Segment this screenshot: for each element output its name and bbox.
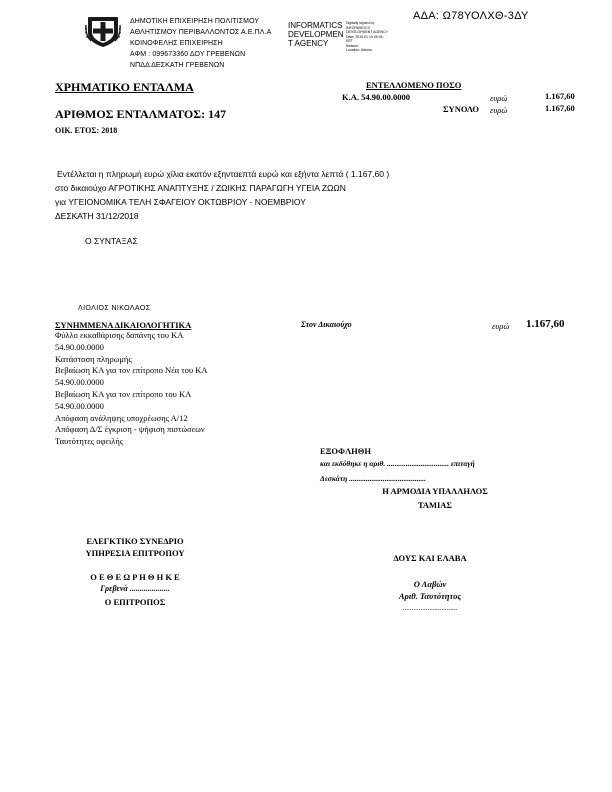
attachments-list — [55, 330, 208, 448]
page-title: ΧΡΗΜΑΤΙΚΟ ΕΝΤΑΛΜΑ — [55, 80, 194, 94]
org-line: ΔΗΜΟΤΙΚΗ ΕΠΙΧΕΙΡΗΣΗ ΠΟΛΙΤΙΣΜΟΥ — [130, 18, 260, 25]
total-value: 1.167,60 — [545, 103, 575, 113]
audit-line: Γρεβενά .................... — [100, 584, 170, 593]
sig-line: DEVELOPMENT AGENCY — [346, 30, 388, 34]
sig-line: INFORMATICS — [346, 25, 370, 30]
amount-value: 1.167,60 — [545, 91, 575, 101]
composer-name: ΛΙΟΛΙΟΣ ΝΙΚΟΛΑΟΣ — [78, 305, 151, 312]
amount-currency: ευρώ — [490, 93, 508, 103]
sig-line: Digitally signed by — [346, 21, 375, 25]
payee-currency: ευρώ — [492, 321, 510, 331]
agency-line: DEVELOPMEN — [288, 30, 344, 39]
paid-cheque-line: και εκδόθηκε η αριθ. ................................. επιταγή — [320, 459, 475, 468]
list-item: Φύλλο εκκαθάρισης δαπάνης του ΚΑ — [55, 330, 184, 340]
mandate-number: ΑΡΙΘΜΟΣ ΕΝΤΑΛΜΑΤΟΣ: 147 — [55, 107, 227, 121]
sig-line: Date: 2019.01.10 09:34: — [346, 34, 384, 39]
total-label: ΣΥΝΟΛΟ — [443, 104, 480, 114]
org-line: ΚΟΙΝΟΦΕΛΗΣ ΕΠΙΧΕΙΡΗΣΗ — [130, 40, 223, 47]
payee-label: Στον Δικαιούχο — [301, 320, 352, 329]
paid-date-line: Δεσκάτη ......................................... — [320, 474, 426, 483]
body-text — [55, 167, 389, 223]
amount-heading: ΕΝΤΕΛΛΟΜΕΝΟ ΠΟΣΟ — [366, 80, 462, 90]
list-item: 54.90.00.0000 — [55, 341, 104, 352]
body-line: ΔΕΣΚΑΤΗ 31/12/2018 — [55, 211, 139, 221]
payee-amount: 1.167,60 — [526, 318, 565, 330]
sig-line: Reason: — [346, 43, 360, 48]
sig-line: EET — [346, 39, 353, 43]
list-item: Βεβαίωση ΚΑ για τον επίτροπο του ΚΑ — [55, 388, 192, 399]
org-header — [130, 16, 271, 71]
received-line: Αριθ. Ταυτότητος — [398, 591, 462, 601]
org-line: ΑΘΛΗΤΙΣΜΟΥ ΠΕΡΙΒΑΛΛΟΝΤΟΣ Α.Ε.ΠΛ.Α — [130, 29, 272, 36]
list-item: Βεβαίωση ΚΑ για τον επίτροπο Νέα του ΚΑ — [55, 365, 208, 376]
fiscal-year: ΟΙΚ. ΕΤΟΣ: 2018 — [55, 126, 118, 135]
body-line: για ΥΓΕΙΟΝΟΜΙΚΑ ΤΕΛΗ ΣΦΑΓΕΙΟΥ ΟΚΤΩΒΡΙΟΥ - ΝΟΕΜΒΡΙΟΥ — [55, 197, 306, 207]
audit-line: Ο Ε Θ Ε Ω Ρ Η Θ Η Κ Ε — [90, 572, 180, 582]
audit-block — [50, 536, 220, 607]
attachments-heading: ΣΥΝΗΜΜΕΝΑ ΔΙΚΑΙΟΛΟΓΗΤΙΚΑ — [55, 320, 192, 330]
list-item: Απόφαση Δ/Σ έγκριση - ψήφιση πιστώσεων — [55, 424, 205, 435]
received-line: ............................... — [402, 604, 458, 612]
org-line: ΑΦΜ : 099673360 ΔΟΥ ΓΡΕΒΕΝΩΝ — [130, 51, 246, 58]
list-item: Ταυτότητες οφειλής — [55, 436, 124, 447]
audit-line: ΥΠΗΡΕΣΙΑ ΕΠΙΤΡΟΠΟΥ — [85, 548, 185, 558]
received-block — [365, 553, 495, 612]
list-item: 54.90.00.0000 — [55, 400, 104, 411]
clerk-role: Η ΑΡΜΟΔΙΑ ΥΠΑΛΛΗΛΟΣ — [382, 486, 488, 496]
audit-line: ΕΛΕΓΚΤΙΚΟ ΣΥΝΕΔΡΙΟ — [86, 536, 184, 546]
agency-line: T AGENCY — [288, 39, 329, 48]
signature-agency — [288, 21, 344, 48]
audit-line: Ο ΕΠΙΤΡΟΠΟΣ — [104, 597, 166, 607]
org-line: ΝΠΔΔ ΔΕΣΚΑΤΗ ΓΡΕΒΕΝΩΝ — [130, 62, 225, 69]
received-line: Ο Λαβών — [413, 579, 447, 589]
body-line: Εντέλλεται η πληρωμή ευρώ χίλια εκατόν εξηνταεπτά ευρώ και εξήντα λεπτά ( 1.167,60 ) — [57, 169, 390, 179]
body-line: στο δικαιούχο ΑΓΡΟΤΙΚΗΣ ΑΝΑΠΤΥΞΗΣ / ΖΩΙΚΗΣ ΠΑΡΑΓΩΓΗ ΥΓΕΙΑ ΖΩΩΝ — [55, 183, 346, 193]
list-item: Κατάσταση πληρωμής — [55, 353, 132, 364]
greek-emblem-icon — [85, 13, 121, 49]
ka-label: Κ.Α. 54.90.00.0000 — [342, 92, 410, 102]
composer-label: Ο ΣΥΝΤΑΞΑΣ — [85, 236, 138, 246]
agency-line: INFORMATICS — [288, 21, 343, 30]
signature-details — [346, 21, 388, 53]
received-line: ΔΟΥΣ ΚΑΙ ΕΛΑΒΑ — [393, 553, 467, 563]
list-item: Απόφαση ανάληψης υποχρέωσης Α/12 — [55, 412, 188, 423]
ada-code: ΑΔΑ: Ω78ΥΟΛΧΘ-3ΔΥ — [413, 10, 529, 22]
sig-line: Location: Athens — [346, 48, 372, 52]
total-currency: ευρώ — [490, 105, 508, 115]
list-item: 54.90.00.0000 — [55, 377, 104, 388]
paid-heading: ΕΞΟΦΛΗΘΗ — [320, 446, 372, 456]
cashier-title: ΤΑΜΙΑΣ — [417, 500, 452, 510]
